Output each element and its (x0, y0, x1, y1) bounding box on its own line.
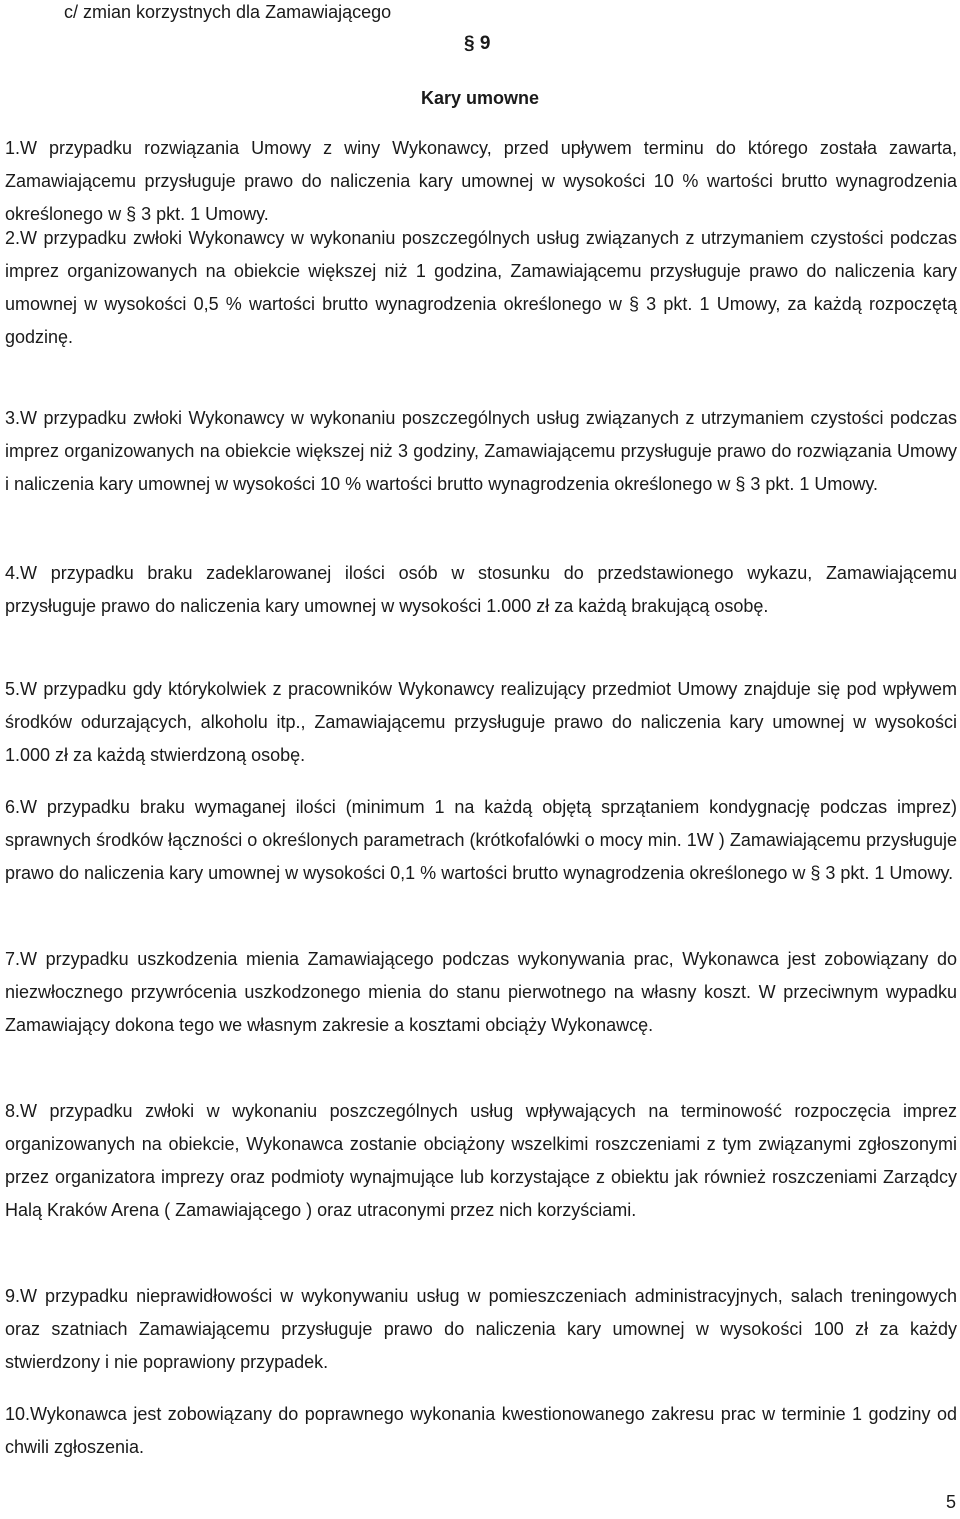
paragraph-7: 7.W przypadku uszkodzenia mienia Zamawiającego podczas wykonywania prac, Wykonawca jest zobowiązany do niezwłocznego przywrócenia uszkodzonego mienia do stanu pierwotnego na własny koszt. W przeciwnym wypadku Zamawiający dokona tego we własnym zakresie a kosztami obciąży Wykonawcę. (5, 949, 957, 1035)
paragraph-1: 1.W przypadku rozwiązania Umowy z winy Wykonawcy, przed upływem terminu do którego została zawarta, Zamawiającemu przysługuje prawo do naliczenia kary umownej w wysokości 10 % wartości brutto wynagrodzenia określonego w § 3 pkt. 1 Umowy. (5, 138, 957, 224)
paragraph-6: 6.W przypadku braku wymaganej ilości (minimum 1 na każdą objętą sprzątaniem kondygnację podczas imprez) sprawnych środków łączności o określonych parametrach (krótkofalówki o mocy min. 1W ) Zamawiającemu przysługuje prawo do naliczenia kary umownej w wysokości 0,1 % wartości brutto wynagrodzenia określonego w § 3 pkt. 1 Umowy. (5, 797, 957, 883)
paragraph-3: 3.W przypadku zwłoki Wykonawcy w wykonaniu poszczególnych usług związanych z utrzymaniem czystości podczas imprez organizowanych na obiekcie większej niż 3 godziny, Zamawiającemu przysługuje prawo do rozwiązania Umowy i naliczenia kary umownej w wysokości 10 % wartości brutto wynagrodzenia określonego w § 3 pkt. 1 Umowy. (5, 408, 957, 494)
page-number: 5 (945, 1492, 956, 1512)
paragraph-8: 8.W przypadku zwłoki w wykonaniu poszczególnych usług wpływających na terminowość rozpoczęcia imprez organizowanych na obiekcie, Wykonawca zostanie obciążony wszelkimi roszczeniami z tym związanymi zgłoszonymi przez organizatora imprezy oraz podmioty wynajmujące lub korzystające z obiektu jak również roszczeniami Zarządcy Halą Kraków Arena ( Zamawiającego ) oraz utraconymi przez nich korzyściami. (5, 1101, 957, 1220)
section-title: Kary umowne (420, 88, 540, 108)
paragraph-10: 10.Wykonawca jest zobowiązany do poprawnego wykonania kwestionowanego zakresu prac w terminie 1 godziny od chwili zgłoszenia. (5, 1404, 957, 1457)
previous-item-text: c/ zmian korzystnych dla Zamawiającego (64, 2, 392, 22)
paragraph-5: 5.W przypadku gdy którykolwiek z pracowników Wykonawcy realizujący przedmiot Umowy znajduje się pod wpływem środków odurzających, alkoholu itp., Zamawiającemu przysługuje prawo do naliczenia kary umownej w wysokości 1.000 zł za każdą stwierdzoną osobę. (5, 679, 957, 765)
paragraph-9: 9.W przypadku nieprawidłowości w wykonywaniu usług w pomieszczeniach administracyjnych, salach treningowych oraz szatniach Zamawiającemu przysługuje prawo do naliczenia kary umownej w wysokości 100 zł za każdy stwierdzony i nie poprawiony przypadek. (5, 1286, 957, 1372)
paragraph-2: 2.W przypadku zwłoki Wykonawcy w wykonaniu poszczególnych usług związanych z utrzymaniem czystości podczas imprez organizowanych na obiekcie większej niż 1 godzina, Zamawiającemu przysługuje prawo do naliczenia kary umownej w wysokości 0,5 % wartości brutto wynagrodzenia określonego w § 3 pkt. 1 Umowy, za każdą rozpoczętą godzinę. (5, 228, 957, 347)
section-number: § 9 (464, 33, 491, 54)
paragraph-4: 4.W przypadku braku zadeklarowanej ilości osób w stosunku do przedstawionego wykazu, Zamawiającemu przysługuje prawo do naliczenia kary umownej w wysokości 1.000 zł za każdą brakującą osobę. (5, 563, 957, 616)
